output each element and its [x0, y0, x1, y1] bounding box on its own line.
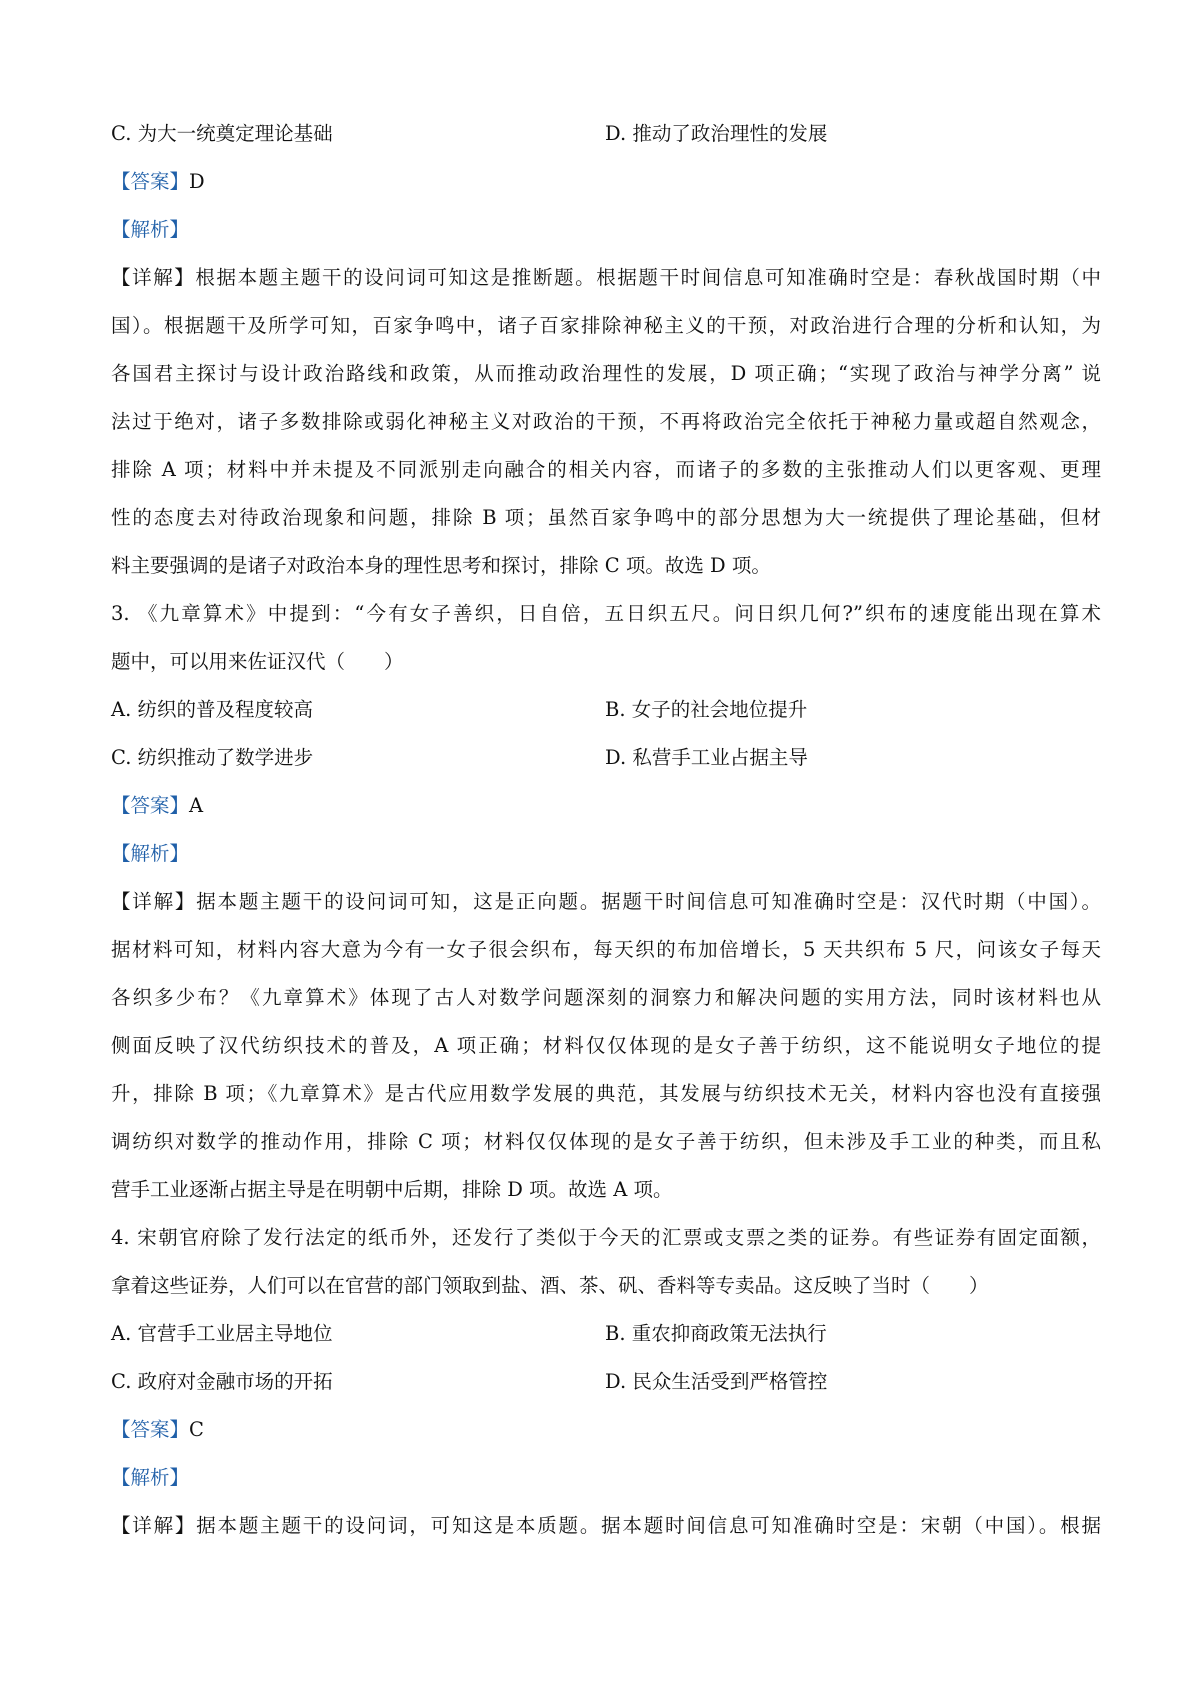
q3-answer: [111, 782, 1101, 830]
q3-detail-line: 升，排除 B 项；《九章算术》是古代应用数学发展的典范，其发展与纺织技术无关，材料内容也没有直接强: [111, 1082, 1101, 1105]
q4-stem-line: 拿着这些证券，人们可以在官营的部门领取到盐、酒、茶、矾、香料等专卖品。这反映了当时（ ）: [111, 1274, 989, 1297]
q3-detail-line: 据材料可知，材料内容大意为今有一女子很会织布，每天织的布加倍增长，5 天共织布 5 尺，问该女子每天: [111, 938, 1101, 961]
q2-options-row-cd: [111, 110, 1101, 158]
answer-value: D: [189, 170, 205, 193]
q4-stem-line: 4. 宋朝官府除了发行法定的纸币外，还发行了类似于今天的汇票或支票之类的证券。有些证券有固定面额，: [111, 1226, 1101, 1249]
q2-detail-line: 排除 A 项；材料中并未提及不同派别走向融合的相关内容，而诸子的多数的主张推动人们以更客观、更理: [111, 458, 1101, 481]
q4-option-d: D. 民众生活受到严格管控: [605, 1370, 828, 1393]
q2-detail-line: [111, 254, 1101, 302]
q3-stem-line: 3. 《九章算术》中提到：“今有女子善织，日自倍，五日织五尺。问日织几何?”织布的速度能出现在算术: [111, 602, 1101, 625]
answer-label: 【答案】: [111, 170, 190, 193]
detail-label: 【详解】: [111, 266, 196, 289]
answer-label: 【答案】: [111, 794, 190, 817]
answer-label: 【答案】: [111, 1418, 190, 1441]
q4-options-row-ab: [111, 1310, 1101, 1358]
q4-options-row-cd: [111, 1358, 1101, 1406]
analysis-label: 【解析】: [111, 842, 190, 865]
q3-stem-line: 题中，可以用来佐证汉代（ ）: [111, 650, 404, 673]
analysis-label: 【解析】: [111, 218, 190, 241]
q3-detail-line: 营手工业逐渐占据主导是在明朝中后期，排除 D 项。故选 A 项。: [111, 1178, 673, 1201]
q4-option-b: B. 重农抑商政策无法执行: [605, 1322, 827, 1345]
q4-answer: [111, 1406, 1101, 1454]
document-page: [111, 110, 1101, 1550]
detail-text: 据本题主题干的设问词，可知这是本质题。据本题时间信息可知准确时空是：宋朝（中国）。根据: [196, 1514, 1101, 1537]
analysis-label: 【解析】: [111, 1466, 190, 1489]
q2-option-d: D. 推动了政治理性的发展: [605, 122, 828, 145]
q3-options-row-cd: [111, 734, 1101, 782]
q3-analysis-heading: [111, 830, 1101, 878]
q2-answer: [111, 158, 1101, 206]
q2-detail-line: 国）。根据题干及所学可知，百家争鸣中，诸子百家排除神秘主义的干预，对政治进行合理的分析和认知，为: [111, 314, 1101, 337]
q3-detail-line: [111, 878, 1101, 926]
q4-detail-line: [111, 1502, 1101, 1550]
q2-detail-line: 法过于绝对，诸子多数排除或弱化神秘主义对政治的干预，不再将政治完全依托于神秘力量或超自然观念，: [111, 410, 1101, 433]
q2-option-c: C. 为大一统奠定理论基础: [111, 122, 333, 145]
detail-label: 【详解】: [111, 890, 197, 913]
q2-analysis-heading: [111, 206, 1101, 254]
detail-text: 据本题主题干的设问词可知，这是正向题。据题干时间信息可知准确时空是：汉代时期（中国）。: [196, 890, 1101, 913]
answer-value: A: [189, 794, 204, 817]
q3-detail-line: 调纺织对数学的推动作用，排除 C 项；材料仅仅体现的是女子善于纺织，但未涉及手工业的种类，而且私: [111, 1130, 1101, 1153]
q4-option-c: C. 政府对金融市场的开拓: [111, 1370, 333, 1393]
q3-option-d: D. 私营手工业占据主导: [605, 746, 808, 769]
detail-label: 【详解】: [111, 1514, 197, 1537]
q3-option-a: A. 纺织的普及程度较高: [111, 698, 313, 721]
q3-option-c: C. 纺织推动了数学进步: [111, 746, 314, 769]
q2-detail-line: 料主要强调的是诸子对政治本身的理性思考和探讨，排除 C 项。故选 D 项。: [111, 554, 771, 577]
q3-option-b: B. 女子的社会地位提升: [605, 698, 808, 721]
q3-detail-line: 各织多少布？《九章算术》体现了古人对数学问题深刻的洞察力和解决问题的实用方法，同时该材料也从: [111, 986, 1101, 1009]
q3-detail-line: 侧面反映了汉代纺织技术的普及，A 项正确；材料仅仅体现的是女子善于纺织，这不能说明女子地位的提: [111, 1034, 1101, 1057]
detail-text: 根据本题主题干的设问词可知这是推断题。根据题干时间信息可知准确时空是：春秋战国时期（中: [195, 266, 1101, 289]
q4-option-a: A. 官营手工业居主导地位: [111, 1322, 333, 1345]
q4-analysis-heading: [111, 1454, 1101, 1502]
q2-detail-line: 各国君主探讨与设计政治路线和政策，从而推动政治理性的发展，D 项正确；“实现了政治与神学分离” 说: [111, 362, 1101, 385]
answer-value: C: [189, 1418, 204, 1441]
q2-detail-line: 性的态度去对待政治现象和问题，排除 B 项；虽然百家争鸣中的部分思想为大一统提供了理论基础，但材: [111, 506, 1101, 529]
q3-options-row-ab: [111, 686, 1101, 734]
